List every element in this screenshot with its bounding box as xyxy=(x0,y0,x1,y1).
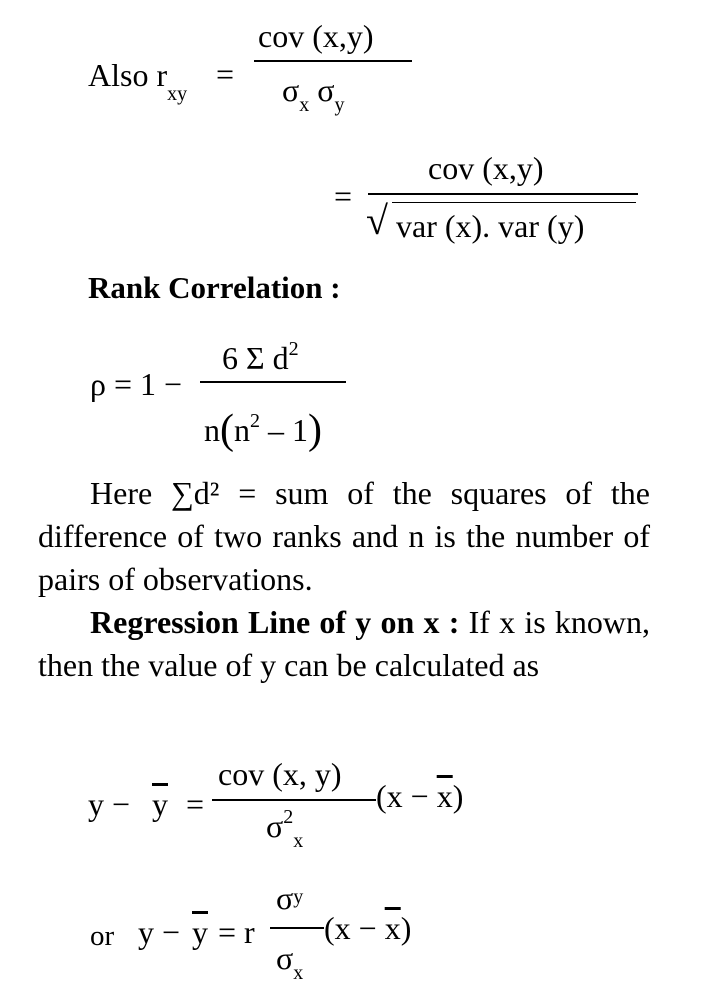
paragraph-text xyxy=(38,601,650,687)
denominator-var: var (x). var (y) xyxy=(396,208,585,244)
fraction-line xyxy=(368,193,638,195)
numerator-cov: cov (x,y) xyxy=(428,150,544,186)
fraction-line xyxy=(212,799,376,801)
radical-icon: √ xyxy=(366,198,388,243)
equals-r: = r xyxy=(218,914,255,950)
denominator-sigma-x: $\sigma_x$ xyxy=(276,940,304,984)
rhs-difference: $(x - \overline{x})$ xyxy=(376,778,464,814)
lhs-also-r: Also $r_{xy}$ xyxy=(88,57,188,105)
lhs-y: y − xyxy=(88,786,131,822)
numerator-sigma-y: σy xyxy=(276,880,304,916)
paragraph-text: Here ∑d² = sum of the squares of the difference of two ranks and n is the number of pairs of observations. xyxy=(38,475,650,597)
fraction-line xyxy=(270,927,324,929)
denominator-n: $n(n^2 - 1)$ xyxy=(204,407,322,453)
equals-sign: = xyxy=(186,786,205,822)
fraction-line xyxy=(254,60,412,62)
rhs-difference: $(x - \overline{x})$ xyxy=(324,910,412,946)
radical-bar xyxy=(392,202,636,203)
lhs-y: y − xyxy=(138,914,181,950)
y-bar: $\overline{y}$ xyxy=(152,786,168,822)
or-word: or xyxy=(90,920,115,952)
regression-text: If x is known, then the value of y can be calculated as xyxy=(38,604,651,683)
fraction-line xyxy=(200,381,346,383)
lhs-rho: ρ = 1 − xyxy=(90,366,183,402)
paragraph-regression xyxy=(38,601,650,687)
regression-heading: Regression Line of y on x : xyxy=(90,604,460,640)
numerator-sum: 6 Σ $d^2$ xyxy=(222,338,299,376)
equals-sign: = xyxy=(334,178,353,214)
numerator-cov: cov (x,y) xyxy=(258,18,374,54)
paragraph-rank-explanation xyxy=(38,472,650,601)
numerator-cov: cov (x, y) xyxy=(218,756,342,792)
y-bar: $\overline{y}$ xyxy=(192,914,208,950)
denominator-sigma: $\sigma_x$ $\sigma_y$ xyxy=(282,72,345,116)
denominator-sigma-sq: $\sigma^2_x$ xyxy=(266,806,304,852)
equals-sign: = xyxy=(216,56,235,92)
heading-rank-correlation: Rank Correlation : xyxy=(88,270,341,305)
